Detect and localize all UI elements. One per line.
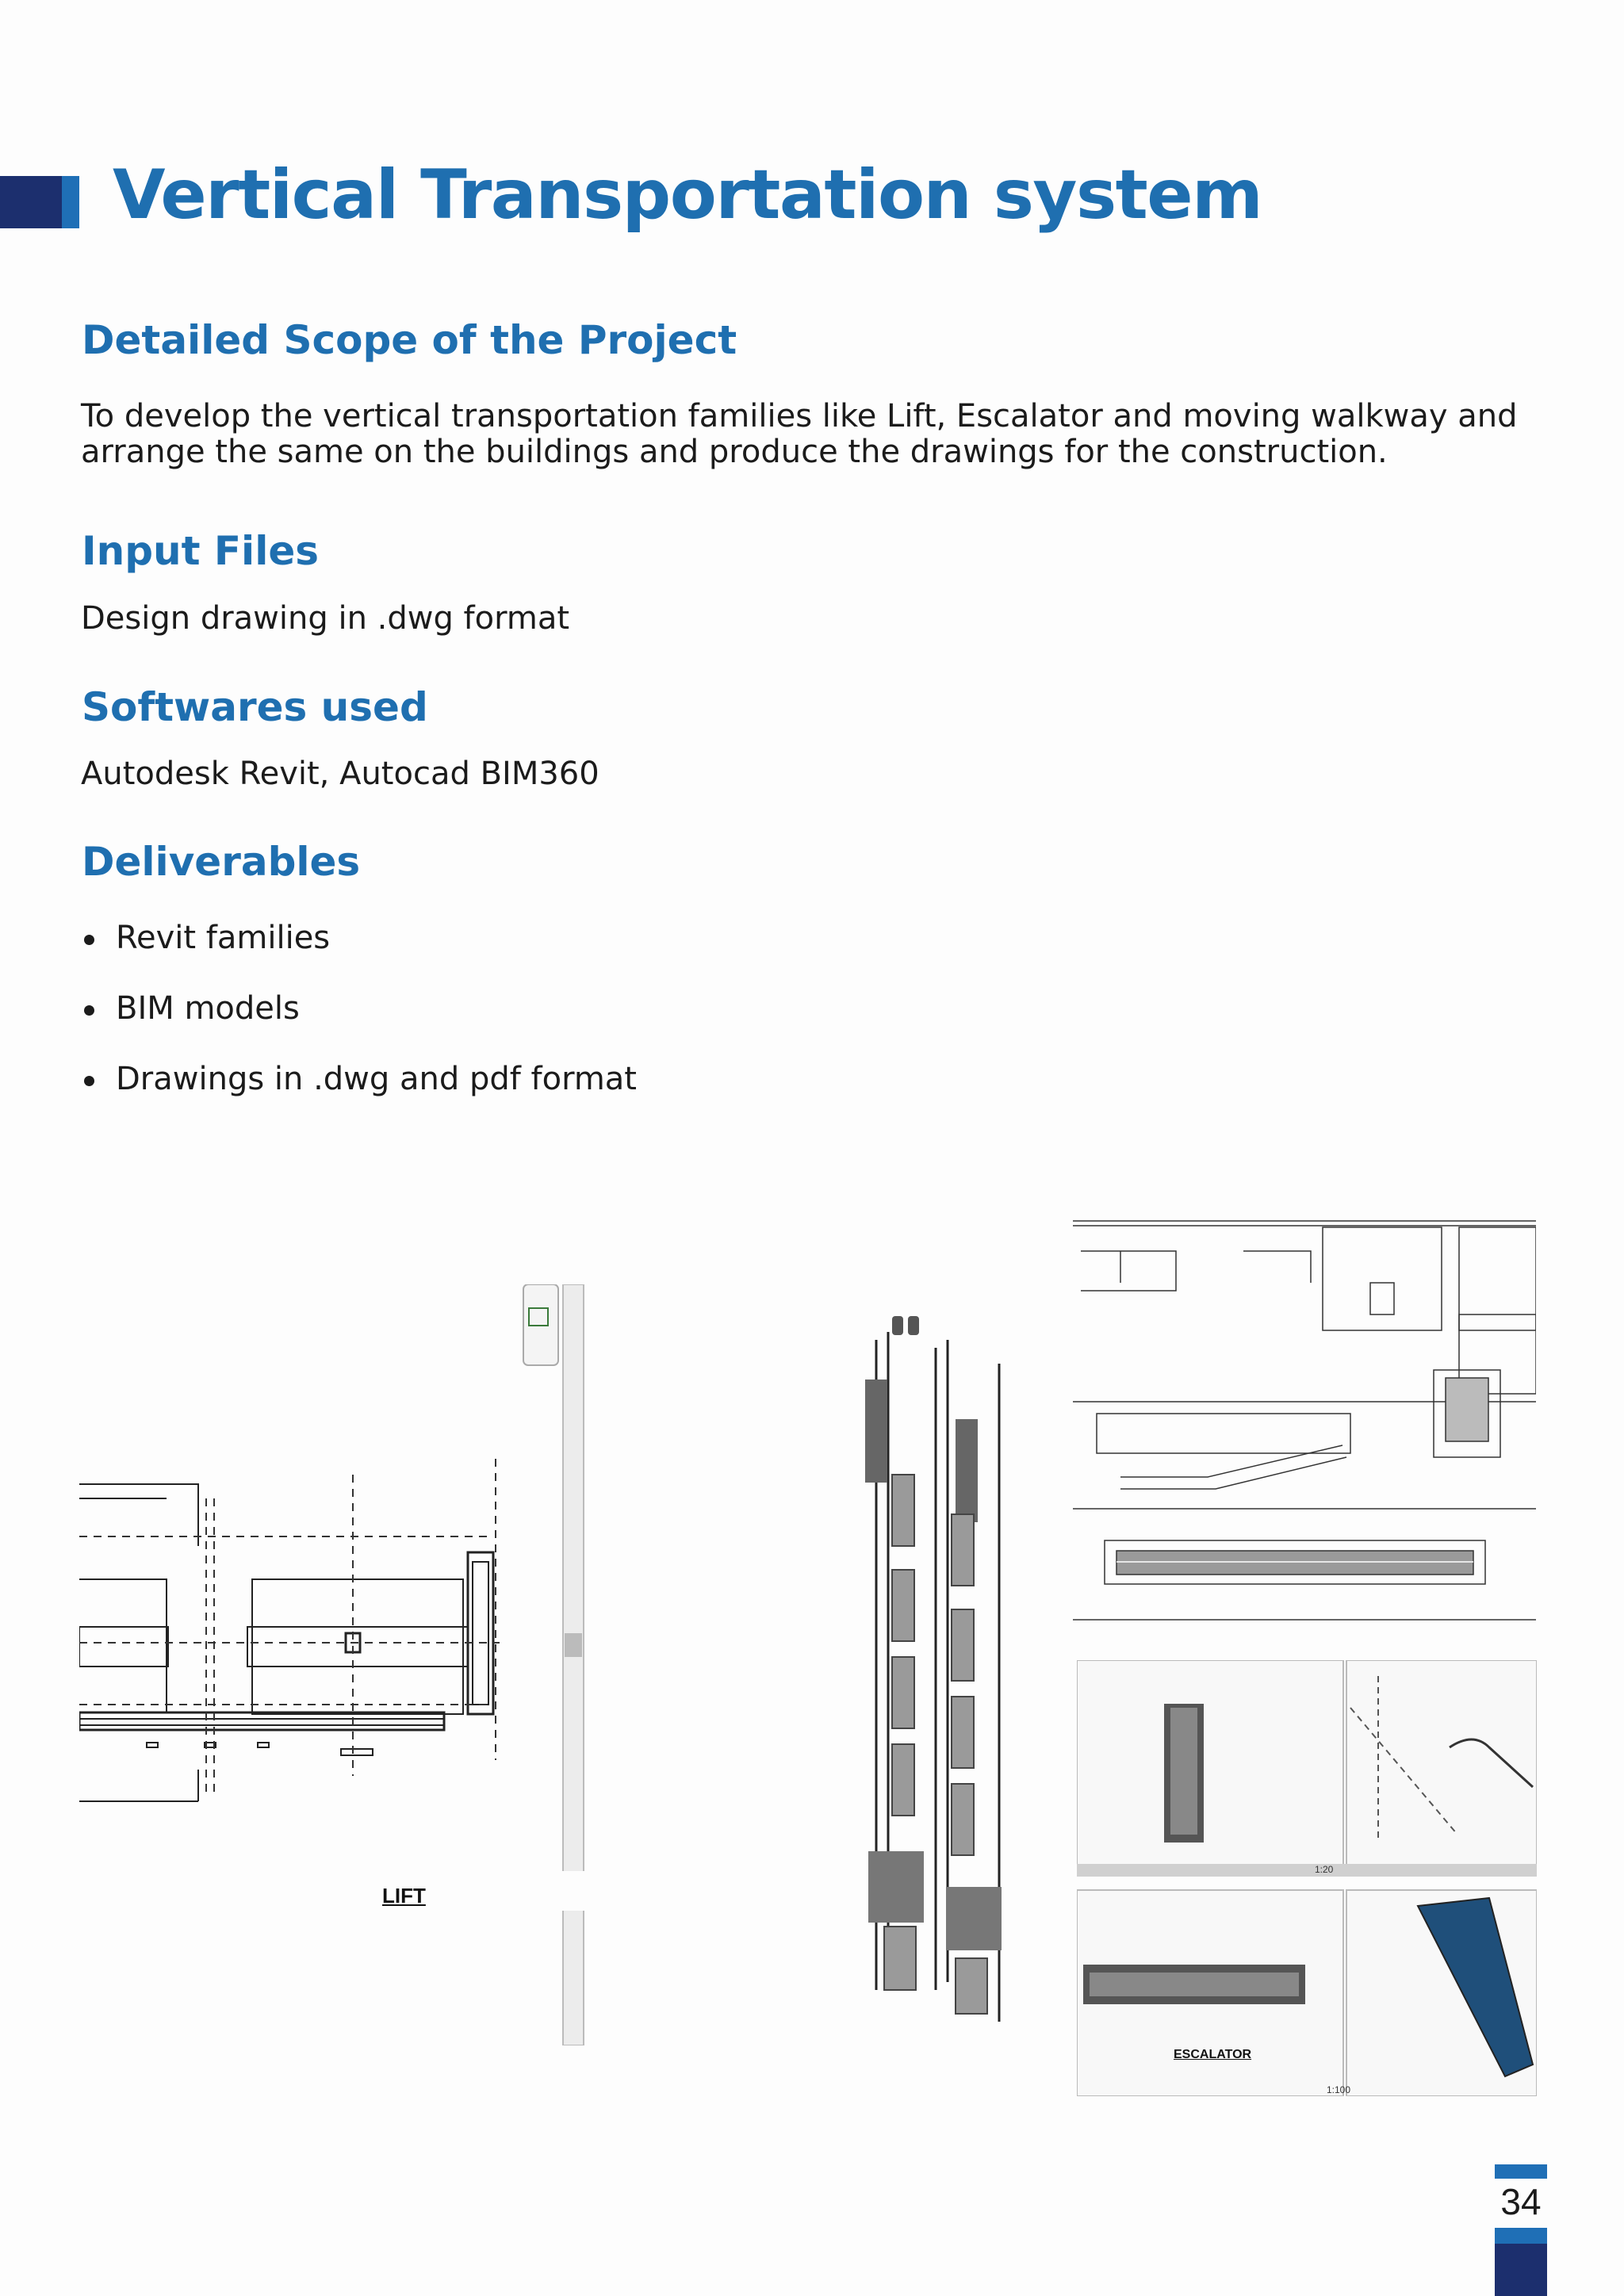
input-files-heading: Input Files — [82, 528, 319, 574]
lift-plan-drawing — [79, 1284, 603, 2045]
deliverables-heading: Deliverables — [82, 839, 361, 885]
lift-shaft-3d-view — [852, 1300, 1011, 2038]
page-number-bar-bottom — [1495, 2228, 1547, 2296]
title-accent-bar — [0, 176, 78, 228]
softwares-heading: Softwares used — [82, 684, 428, 730]
page-number-box — [1495, 2164, 1547, 2296]
scope-text: To develop the vertical transportation families like Lift, Escalator and moving walkway and arrange the same on the buildings and produce the drawings for the construction. — [81, 398, 1518, 470]
list-item: BIM models — [81, 982, 637, 1053]
deliverables-list — [81, 912, 637, 1123]
escalator-revit-views — [1077, 1660, 1537, 2096]
input-files-text: Design drawing in .dwg format — [81, 600, 570, 637]
page-number-bar-top — [1495, 2164, 1547, 2179]
escalator-cad-sheet — [1073, 1219, 1536, 1622]
list-item: Drawings in .dwg and pdf format — [81, 1053, 637, 1123]
scale-label-2: 1:100 — [1327, 2084, 1351, 2095]
escalator-caption: ESCALATOR — [1174, 2048, 1252, 2061]
list-item: Revit families — [81, 912, 637, 982]
page-title: Vertical Transportation system — [113, 155, 1262, 235]
page-number: 34 — [1500, 2181, 1542, 2222]
scale-label-1: 1:20 — [1315, 1864, 1334, 1875]
scope-heading: Detailed Scope of the Project — [82, 317, 737, 363]
lift-caption: LIFT — [382, 1884, 426, 1908]
softwares-text: Autodesk Revit, Autocad BIM360 — [81, 756, 599, 792]
